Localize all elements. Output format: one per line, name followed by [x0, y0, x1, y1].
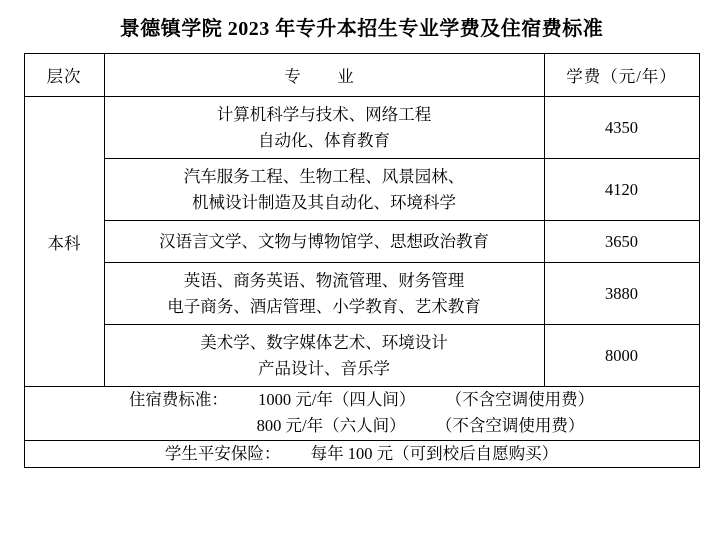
dorm-fee-remark-six: （不含空调使用费）: [435, 416, 585, 436]
major-cell: [104, 325, 544, 387]
insurance-value: 每年 100 元（可到校后自愿购买）: [310, 443, 559, 463]
dorm-fee-line-2: [25, 413, 699, 439]
major-cell: [104, 221, 544, 263]
table-row: [24, 159, 699, 221]
major-line: 英语、商务英语、物流管理、财务管理: [183, 270, 465, 290]
insurance-note: [24, 440, 699, 467]
major-cell: [104, 159, 544, 221]
notes-row-insurance: [24, 440, 699, 467]
major-cell: [104, 263, 544, 325]
column-header-major: 专 业: [104, 54, 544, 97]
major-line: 自动化、体育教育: [258, 130, 390, 150]
major-line: 计算机科学与技术、网络工程: [216, 104, 432, 124]
table-row: [24, 97, 699, 159]
table-row: [24, 221, 699, 263]
table-row: [24, 325, 699, 387]
fee-cell: 4120: [544, 159, 699, 221]
notes-row-dorm: [24, 387, 699, 441]
dorm-fee-note: [24, 387, 699, 441]
major-cell: [104, 97, 544, 159]
major-line: 美术学、数字媒体艺术、环境设计: [200, 332, 448, 352]
table-header-row: [24, 54, 699, 97]
insurance-label: 学生平安保险：: [164, 443, 281, 463]
fee-cell: 8000: [544, 325, 699, 387]
major-line: 机械设计制造及其自动化、环境科学: [192, 192, 456, 212]
page-title: 景德镇学院 2023 年专升本招生专业学费及住宿费标准: [119, 18, 604, 40]
fee-cell: 3650: [544, 221, 699, 263]
fee-cell: 4350: [544, 97, 699, 159]
dorm-fee-amount-four: 1000 元/年（四人间）: [258, 390, 416, 409]
dorm-fee-label: 住宿费标准：: [128, 390, 228, 409]
level-cell: 本科: [24, 97, 104, 387]
table-row: [24, 263, 699, 325]
dorm-fee-line-1: [25, 387, 699, 413]
dorm-fee-remark-four: （不含空调使用费）: [445, 390, 595, 409]
dorm-fee-amount-six: 800 元/年（六人间）: [256, 416, 406, 436]
insurance-line: [25, 441, 699, 467]
major-line: 汽车服务工程、生物工程、风景园林、: [183, 166, 465, 186]
fee-cell: 3880: [544, 263, 699, 325]
major-line: 汉语言文学、文物与博物馆学、思想政治教育: [159, 231, 489, 251]
tuition-fee-table: [24, 53, 700, 468]
major-line: 电子商务、酒店管理、小学教育、艺术教育: [167, 296, 481, 316]
column-header-fee: 学费（元/年）: [544, 54, 699, 97]
column-header-level: 层次: [24, 54, 104, 97]
major-line: 产品设计、音乐学: [258, 358, 390, 378]
